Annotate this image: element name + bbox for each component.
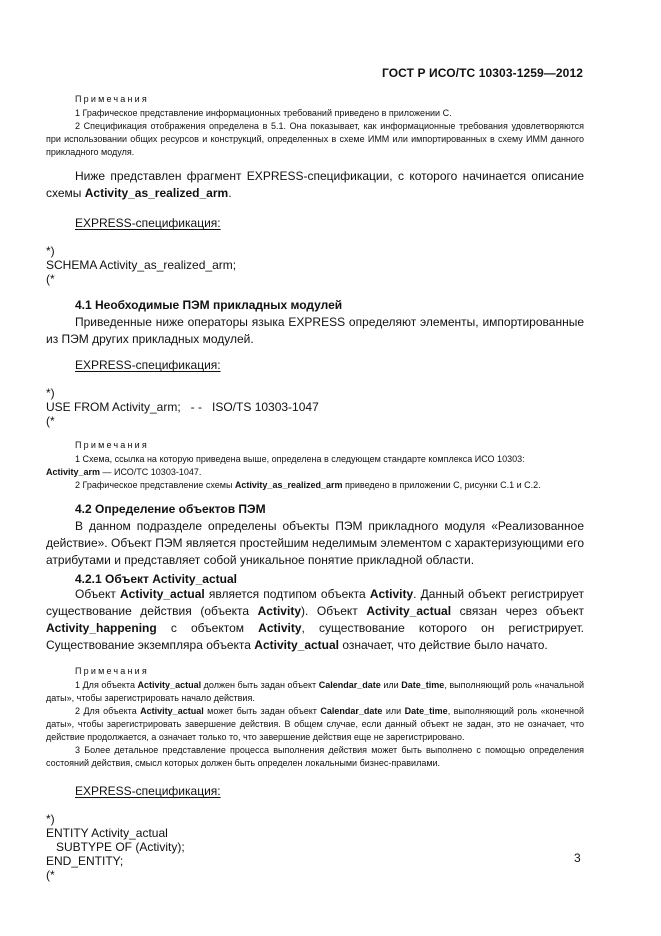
intro-paragraph: Ниже представлен фрагмент EXPRESS-спецификации, с которого начинается описание схемы Activity_as_realized_arm. [46, 169, 584, 200]
notes-title: Примечания [75, 666, 149, 676]
note-item: 1 Графическое представление информационных требований приведено в приложении С. [75, 108, 452, 118]
section-4-2-text: В данном подразделе определены объекты ПЭМ прикладного модуля «Реализованное действие». Объект ПЭМ является простейшим неделимым элементом с характеризующими его атрибутами и представляет собой уникальное понятие прикладной области. [46, 519, 584, 567]
express-label: EXPRESS-спецификация: [75, 216, 221, 230]
page-content [46, 94, 584, 882]
notes-block-3 [46, 666, 584, 770]
note-item: 1 Схема, ссылка на которую приведена выше, определена в следующем стандарте комплекса ИСО 10303: Activity_arm — ИСО/ТС 10303-1047. [46, 454, 525, 477]
section-heading-4-1: 4.1 Необходимые ПЭМ прикладных модулей [75, 298, 343, 312]
code-block-entity: *) ENTITY Activity_actual SUBTYPE OF (Activity); END_ENTITY; (* [46, 812, 185, 882]
notes-title: Примечания [75, 94, 149, 104]
document-header: ГОСТ Р ИСО/ТС 10303-1259—2012 [382, 66, 583, 80]
note-item: 1 Для объекта Activity_actual должен быть задан объект Calendar_date или Date_time, выполняющий роль «начальной даты», чтобы зарегистрировать начало действия. [46, 680, 584, 703]
note-item: 2 Графическое представление схемы Activity_as_realized_arm приведено в приложении С, рисунки С.1 и С.2. [75, 480, 541, 490]
notes-block-2 [46, 440, 584, 492]
express-label: EXPRESS-спецификация: [75, 358, 221, 372]
section-4-2-1-text: Объект Activity_actual является подтипом объекта Activity. Данный объект регистрирует существование действия (объекта Activity). Объект Activity_actual связан через объект Activity_happening с объектом Activity, существование которого он регистрирует. Существование экземпляра объекта Activity_actual означает, что действие было начато. [46, 587, 585, 652]
section-heading-4-2-1: 4.2.1 Объект Activity_actual [75, 572, 237, 586]
page-number: 3 [574, 851, 581, 865]
note-item: 2 Для объекта Activity_actual может быть задан объект Calendar_date или Date_time, выполняющий роль «конечной даты», чтобы зарегистрировать завершение действия. В общем случае, если данный объект не задан, это не означает, что действие продолжается, а означает только то, что завершение действия еще не зарегистрировано. [46, 706, 584, 742]
express-label: EXPRESS-спецификация: [75, 784, 221, 798]
code-block-schema: *) SCHEMA Activity_as_realized_arm; (* [46, 244, 237, 286]
note-item: 3 Более детальное представление процесса выполнения действия может быть выполнено с помощью определения состояний действия, смысл которых должен быть определен локальными бизнес-правилами. [46, 745, 584, 768]
code-block-use-from: *) USE FROM Activity_arm; - - ISO/TS 10303-1047 (* [46, 386, 319, 428]
section-heading-4-2: 4.2 Определение объектов ПЭМ [75, 502, 266, 516]
note-item: 2 Спецификация отображения определена в 5.1. Она показывает, как информационные требования удовлетворяются при использовании общих ресурсов и конструкций, определенных в схеме ИММ или импортированных в схему ИММ данного прикладного модуля. [46, 121, 584, 157]
notes-title: Примечания [75, 440, 149, 450]
notes-block-1 [46, 94, 584, 159]
section-4-1-text: Приведенные ниже операторы языка EXPRESS определяют элементы, импортированные из ПЭМ других прикладных модулей. [46, 315, 584, 346]
